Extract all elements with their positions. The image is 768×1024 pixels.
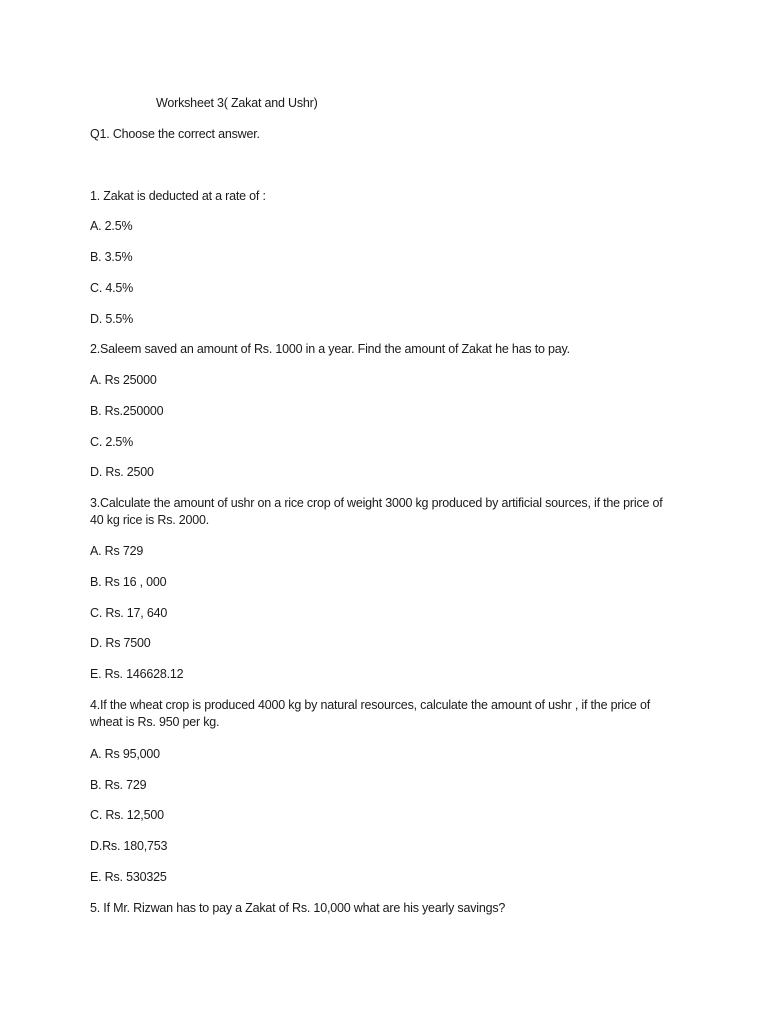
question-3-option-c: C. Rs. 17, 640: [90, 606, 168, 620]
question-3-option-a: A. Rs 729: [90, 544, 144, 558]
question-2-option-d: D. Rs. 2500: [90, 465, 154, 479]
question-2-option-b: B. Rs.250000: [90, 404, 164, 418]
question-4-option-c: C. Rs. 12,500: [90, 808, 164, 822]
worksheet-title: Worksheet 3( Zakat and Ushr): [156, 96, 318, 110]
instruction: Q1. Choose the correct answer.: [90, 127, 260, 141]
question-3: 3.Calculate the amount of ushr on a rice crop of weight 3000 kg produced by artificial sources, if the price of 40 kg rice is Rs. 2000.: [90, 496, 663, 527]
question-4-option-a: A. Rs 95,000: [90, 747, 160, 761]
question-3-option-d: D. Rs 7500: [90, 636, 151, 650]
question-3-option-e: E. Rs. 146628.12: [90, 667, 184, 681]
question-4-option-e: E. Rs. 530325: [90, 870, 167, 884]
question-1-option-a: A. 2.5%: [90, 219, 133, 233]
question-1-option-d: D. 5.5%: [90, 312, 134, 326]
question-4-option-d: D.Rs. 180,753: [90, 839, 168, 853]
question-3-option-b: B. Rs 16 , 000: [90, 575, 167, 589]
question-4-option-b: B. Rs. 729: [90, 778, 147, 792]
question-2-option-c: C. 2.5%: [90, 435, 134, 449]
question-1-option-c: C. 4.5%: [90, 281, 134, 295]
question-4: 4.If the wheat crop is produced 4000 kg by natural resources, calculate the amount of ushr , if the price of wheat is Rs. 950 per kg.: [90, 698, 650, 729]
question-2-option-a: A. Rs 25000: [90, 373, 157, 387]
question-5: 5. If Mr. Rizwan has to pay a Zakat of Rs. 10,000 what are his yearly savings?: [90, 901, 506, 915]
question-2: 2.Saleem saved an amount of Rs. 1000 in a year. Find the amount of Zakat he has to pay.: [90, 342, 570, 356]
question-1-option-b: B. 3.5%: [90, 250, 133, 264]
question-1: 1. Zakat is deducted at a rate of :: [90, 189, 266, 203]
